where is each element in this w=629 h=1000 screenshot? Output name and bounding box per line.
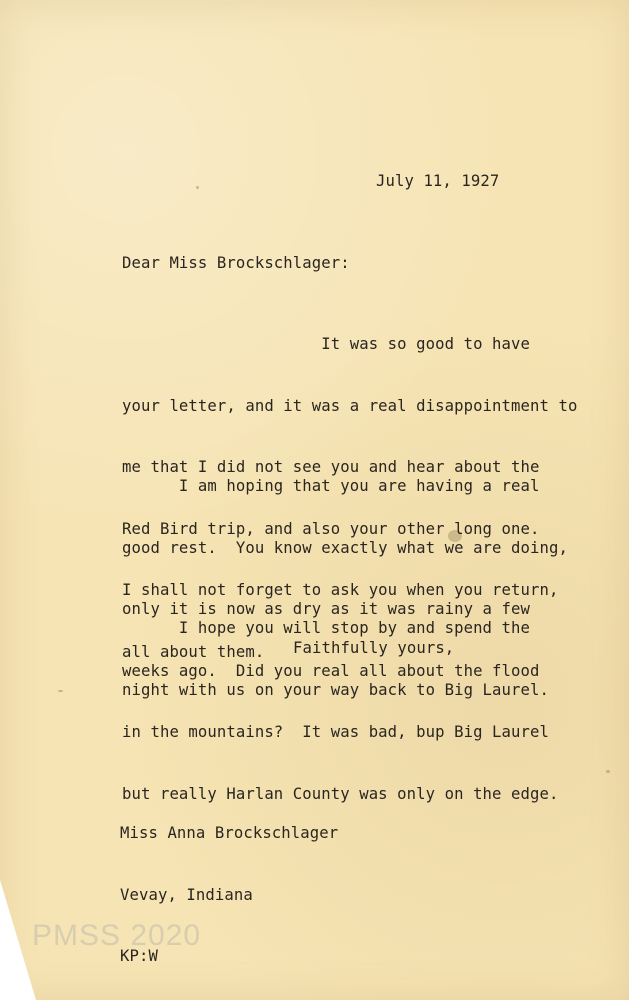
letter-date: July 11, 1927	[376, 172, 500, 190]
recipient-name: Miss Anna Brockschlager	[120, 824, 339, 842]
recipient-address	[120, 782, 338, 987]
text-line: weeks ago. Did you real all about the flood	[122, 661, 540, 680]
reference-initials: KP:W	[120, 947, 158, 965]
paper-speck	[58, 690, 63, 692]
text-line: but really Harlan County was only on the edge.	[122, 784, 559, 803]
torn-corner	[0, 880, 36, 1000]
text-line: me that I did not see you and hear about the	[122, 458, 540, 476]
paper-speck	[606, 770, 610, 773]
text-line: I shall not forget to ask you when you return,	[122, 581, 559, 599]
recipient-location: Vevay, Indiana	[120, 885, 253, 904]
text-line: night with us on your way back to Big Laurel.	[122, 680, 549, 699]
text-line: Red Bird trip, and also your other long one.	[122, 519, 540, 538]
salutation: Dear Miss Brockschlager:	[122, 254, 350, 272]
text-line: all about them.	[122, 642, 265, 661]
text-line: It was so good to have	[122, 335, 530, 353]
text-line: good rest. You know exactly what we are doing,	[122, 538, 568, 557]
text-line: I am hoping that you are having a real	[122, 477, 540, 495]
watermark: PMSS 2020	[32, 919, 202, 952]
text-line: only it is now as dry as it was rainy a few	[122, 600, 530, 618]
text-line: your letter, and it was a real disappointment to	[122, 396, 578, 415]
closing: Faithfully yours,	[293, 639, 455, 657]
text-line: in the mountains? It was bad, bup Big Laurel	[122, 723, 549, 741]
paper-speck	[196, 186, 199, 189]
text-line: I hope you will stop by and spend the	[122, 619, 530, 637]
